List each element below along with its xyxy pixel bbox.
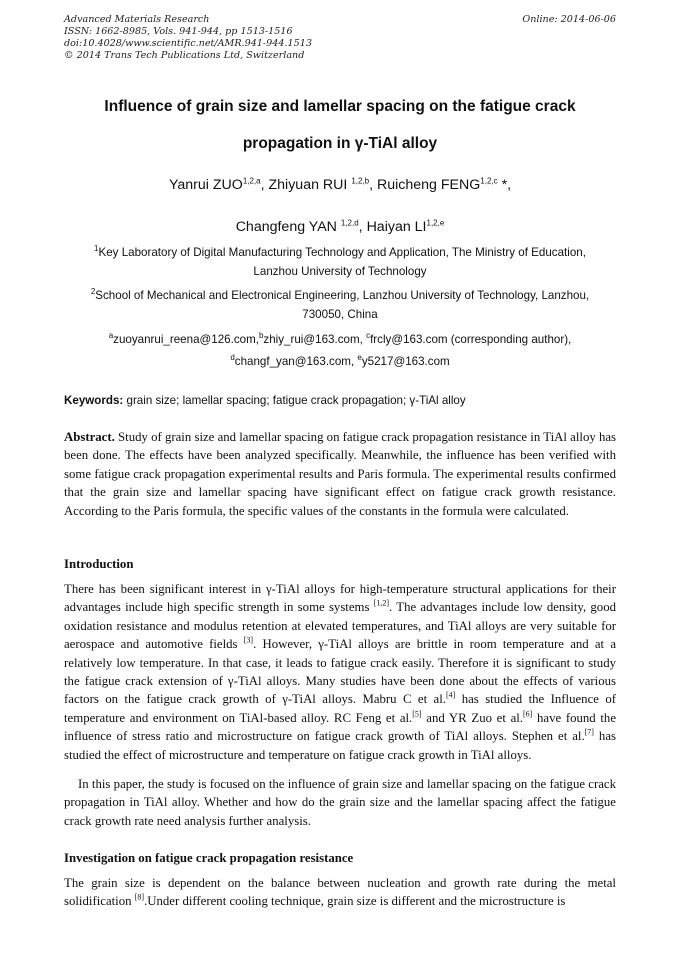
citation: [8] <box>134 893 145 903</box>
email-list <box>64 329 616 373</box>
introduction-paragraph-1 <box>64 580 616 764</box>
citation: [5] <box>412 709 422 719</box>
keywords-text: grain size; lamellar spacing; fatigue crack propagation; γ-TiAl alloy <box>123 394 466 407</box>
affiliation-1-line-1 <box>64 243 616 262</box>
journal-header <box>64 14 616 62</box>
paragraph-text: .Under different cooling technique, grain size is different and the microstructure is <box>144 894 566 909</box>
paragraph-text: . The advantages include low density, good oxidation resistance and modulus retention at elevated temperatures, and TiAl alloys are very suitable for aerospace and automotive fields <box>64 600 616 652</box>
author-line-1 <box>64 164 616 206</box>
paper-title <box>64 88 616 162</box>
author-name: Zhiyuan RUI <box>268 177 348 193</box>
paragraph-text: The grain size is dependent on the balance between nucleation and growth rate during the metal solidification <box>64 876 616 909</box>
doi-line: doi:10.4028/www.scientific.net/AMR.941-944.1513 <box>64 38 312 49</box>
citation: [3] <box>243 635 254 645</box>
author-affiliation-sup: 1,2,c <box>480 176 498 186</box>
paragraph-text: . However, γ-TiAl alloys are brittle in room temperature and at a relatively low temperature. In that case, it leads to fatigue crack easily. Therefore it is significant to study the fatigue crack extension of γ-TiAl alloys. Many studies have been done about the effects of various factors on the fatigue crack growth of γ-TiAl alloys. Mabru C et al. <box>64 637 616 707</box>
abstract-text: Study of grain size and lamellar spacing on fatigue crack propagation resistance in TiAl alloy has been done. The effects have been analyzed specifically. Meanwhile, the influence has been verified with some fatigue crack propagation experimental results and Paris formula. The experimental results confirmed that the grain size and lamellar spacing have significant effect on fatigue crack growth resistance. According to the Paris formula, the specific values of the constants in the formula were calculated. <box>64 430 616 518</box>
paragraph-text: have found the influence of stress ratio and microstructure on fatigue crack growth of TiAl alloys. Stephen et al. <box>64 710 616 744</box>
author-name: Ruicheng FENG <box>377 177 481 193</box>
affiliation-sup: 1 <box>94 244 99 254</box>
citation: [7] <box>584 727 594 737</box>
email-line-2 <box>64 351 616 373</box>
investigation-paragraph-1 <box>64 874 616 911</box>
paragraph-text: There has been significant interest in γ-TiAl alloys for high-temperature structural applications for their advantages include high specific strength in some systems <box>64 582 616 615</box>
affiliation-2-line-2: 730050, China <box>302 308 378 321</box>
affiliation-2-line-1 <box>64 286 616 305</box>
title-line-2: propagation in γ-TiAl alloy <box>242 135 438 152</box>
author-separator: *, <box>497 177 512 193</box>
author-affiliation-sup: 1,2,e <box>426 218 445 228</box>
email-sup: b <box>258 331 264 341</box>
affiliation-text: Key Laboratory of Digital Manufacturing Technology and Application, The Ministry of Education, <box>98 246 586 259</box>
email-sup: e <box>357 353 362 363</box>
journal-name: Advanced Materials Research <box>64 14 210 25</box>
paragraph-text: has studied the effect of microstructure and temperature on fatigue crack growth in TiAl alloys. <box>64 729 616 762</box>
affiliation-1-line-2: Lanzhou University of Technology <box>253 265 427 278</box>
email-address: frcly@163.com (corresponding author), <box>370 333 572 346</box>
issn-line: ISSN: 1662-8985, Vols. 941-944, pp 1513-1516 <box>64 26 293 37</box>
citation: [4] <box>446 691 456 701</box>
abstract <box>64 428 616 520</box>
paragraph-text: has studied the Influence of temperature and environment on TiAl-based alloy. RC Feng et al. <box>64 692 616 725</box>
affiliation-2 <box>64 286 616 324</box>
author-affiliation-sup: 1,2,a <box>242 176 261 186</box>
citation: [6] <box>523 709 533 719</box>
keywords <box>64 392 616 410</box>
author-list <box>64 164 616 248</box>
affiliation-sup: 2 <box>90 287 96 297</box>
author-affiliation-sup: 1,2,b <box>351 176 370 186</box>
author-line-2 <box>64 206 616 248</box>
title-line-1: Influence of grain size and lamellar spacing on the fatigue crack <box>104 98 576 115</box>
abstract-label: Abstract. <box>64 430 115 444</box>
email-sup: c <box>366 331 371 341</box>
email-address: zuoyanrui_reena@126.com, <box>113 333 259 346</box>
author-separator: , <box>369 177 377 193</box>
author-affiliation-sup: 1,2,d <box>340 218 359 228</box>
introduction-paragraph-2: In this paper, the study is focused on the influence of grain size and lamellar spacing on the fatigue crack propagation in TiAl alloy. Whether and how do the grain size and the lamellar spacing affect the fatigue crack growth rate need analysis further analysis. <box>64 777 616 828</box>
copyright-line: © 2014 Trans Tech Publications Ltd, Switzerland <box>64 50 305 61</box>
author-name: Yanrui ZUO <box>168 177 243 193</box>
keywords-label: Keywords: <box>64 394 124 407</box>
affiliation-text: School of Mechanical and Electronical Engineering, Lanzhou University of Technology, Lanzhou, <box>95 289 590 302</box>
author-separator: , <box>358 219 367 235</box>
email-address: zhiy_rui@163.com, <box>263 333 367 346</box>
section-heading-investigation: Investigation on fatigue crack propagation resistance <box>64 851 354 865</box>
email-address: y5217@163.com <box>361 355 450 368</box>
email-sup: a <box>108 331 114 341</box>
email-address: changf_yan@163.com, <box>234 355 358 368</box>
affiliation-1 <box>64 243 616 281</box>
email-line-1 <box>64 329 616 351</box>
citation: [1,2] <box>373 599 390 609</box>
paragraph-text: and YR Zuo et al. <box>421 710 524 725</box>
section-heading-introduction: Introduction <box>64 557 134 571</box>
author-name: Haiyan LI <box>366 219 427 235</box>
email-sup: d <box>230 353 235 363</box>
author-name: Changfeng YAN <box>235 219 337 235</box>
online-date: Online: 2014-06-06 <box>522 14 616 25</box>
author-separator: , <box>260 177 269 193</box>
